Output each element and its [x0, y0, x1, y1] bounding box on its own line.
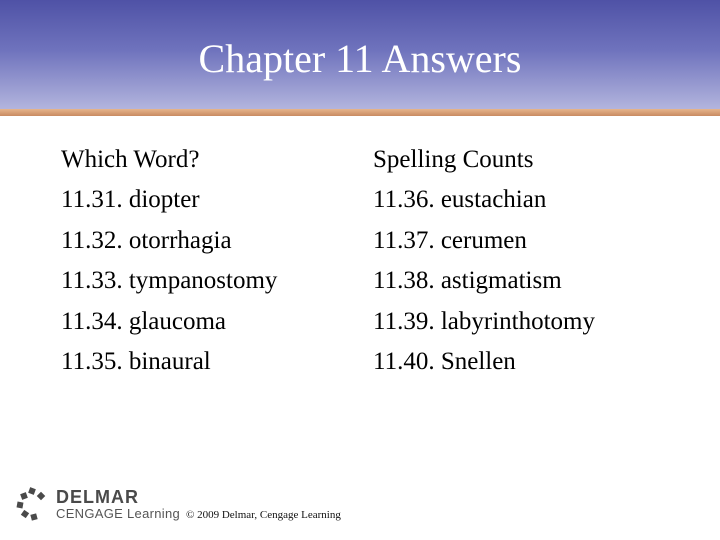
answer-item: 11.34. glaucoma [61, 307, 227, 335]
brand-name: DELMAR [56, 487, 139, 507]
delmar-cengage-mark-icon [16, 487, 50, 521]
answer-item: 11.36. eustachian [373, 186, 547, 214]
answer-item: 11.40. Snellen [373, 348, 516, 376]
answer-item: 11.38. astigmatism [373, 267, 562, 295]
brand-subtitle: CENGAGE Learning [56, 506, 181, 521]
answer-item: 11.39. labyrinthotomy [373, 307, 595, 335]
which-word-column [61, 140, 361, 382]
spelling-counts-column [373, 140, 693, 382]
title-bar [0, 0, 720, 112]
answer-item: 11.33. tympanostomy [61, 267, 278, 295]
answer-item: 11.35. binaural [61, 348, 211, 376]
delmar-cengage-logo [16, 485, 186, 525]
answer-item: 11.37. cerumen [373, 226, 527, 254]
which-word-heading: Which Word? [61, 146, 200, 173]
answer-item: 11.32. otorrhagia [61, 226, 232, 254]
slide-title: Chapter 11 Answers [198, 36, 522, 81]
answer-item: 11.31. diopter [61, 186, 200, 214]
copyright-notice: © 2009 Delmar, Cengage Learning [186, 509, 341, 521]
title-divider [0, 109, 720, 116]
spelling-counts-heading: Spelling Counts [373, 146, 534, 173]
